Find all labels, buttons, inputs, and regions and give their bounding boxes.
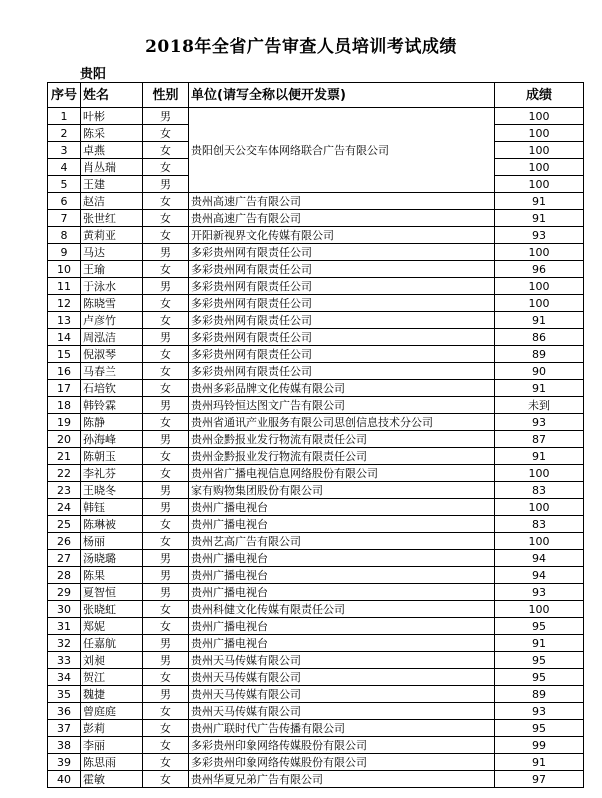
row-score: 91 xyxy=(495,210,584,227)
row-index: 2 xyxy=(48,125,81,142)
row-unit: 贵州广联时代广告传播有限公司 xyxy=(189,720,495,737)
row-score: 100 xyxy=(495,601,584,618)
row-gender: 男 xyxy=(143,431,189,448)
table-row xyxy=(48,414,584,431)
row-unit: 贵州省广播电视信息网络股份有限公司 xyxy=(189,465,495,482)
row-index: 24 xyxy=(48,499,81,516)
row-gender: 女 xyxy=(143,414,189,431)
row-name: 陈果 xyxy=(81,567,143,584)
row-score: 95 xyxy=(495,618,584,635)
row-unit: 多彩贵州网有限责任公司 xyxy=(189,363,495,380)
table-row xyxy=(48,431,584,448)
row-unit: 多彩贵州印象网络传媒股份有限公司 xyxy=(189,754,495,771)
row-unit: 多彩贵州网有限责任公司 xyxy=(189,312,495,329)
row-unit: 多彩贵州网有限责任公司 xyxy=(189,244,495,261)
row-gender: 女 xyxy=(143,193,189,210)
row-score: 未到 xyxy=(495,397,584,414)
row-unit: 贵州金黔报业发行物流有限责任公司 xyxy=(189,431,495,448)
row-name: 孙海峰 xyxy=(81,431,143,448)
table-row xyxy=(48,278,584,295)
row-unit: 贵州天马传媒有限公司 xyxy=(189,669,495,686)
row-score: 87 xyxy=(495,431,584,448)
row-score: 91 xyxy=(495,193,584,210)
row-unit: 多彩贵州网有限责任公司 xyxy=(189,261,495,278)
row-name: 韩铃霖 xyxy=(81,397,143,414)
row-index: 40 xyxy=(48,771,81,788)
row-gender: 男 xyxy=(143,652,189,669)
row-name: 石培钦 xyxy=(81,380,143,397)
table-row xyxy=(48,448,584,465)
row-index: 36 xyxy=(48,703,81,720)
row-gender: 男 xyxy=(143,567,189,584)
table-row xyxy=(48,686,584,703)
row-score: 91 xyxy=(495,448,584,465)
row-name: 陈朝玉 xyxy=(81,448,143,465)
page-title: 2018年全省广告审查人员培训考试成绩 xyxy=(145,37,457,57)
row-unit: 开阳新视界文化传媒有限公司 xyxy=(189,227,495,244)
row-gender: 女 xyxy=(143,295,189,312)
table-row xyxy=(48,737,584,754)
row-name: 陈静 xyxy=(81,414,143,431)
row-gender: 女 xyxy=(143,771,189,788)
row-name: 马春兰 xyxy=(81,363,143,380)
row-unit: 家有购物集团股份有限公司 xyxy=(189,482,495,499)
row-name: 刘昶 xyxy=(81,652,143,669)
row-index: 14 xyxy=(48,329,81,346)
row-unit: 贵州艺高广告有限公司 xyxy=(189,533,495,550)
table-row xyxy=(48,465,584,482)
row-unit: 贵州广播电视台 xyxy=(189,584,495,601)
row-name: 任嘉航 xyxy=(81,635,143,652)
row-index: 5 xyxy=(48,176,81,193)
row-index: 4 xyxy=(48,159,81,176)
row-unit: 贵州广播电视台 xyxy=(189,567,495,584)
row-unit: 贵州广播电视台 xyxy=(189,499,495,516)
row-index: 7 xyxy=(48,210,81,227)
table-row xyxy=(48,533,584,550)
row-index: 6 xyxy=(48,193,81,210)
row-gender: 男 xyxy=(143,278,189,295)
row-score: 91 xyxy=(495,312,584,329)
row-gender: 女 xyxy=(143,516,189,533)
row-score: 83 xyxy=(495,482,584,499)
row-unit: 多彩贵州网有限责任公司 xyxy=(189,329,495,346)
row-name: 汤晓璐 xyxy=(81,550,143,567)
table-row xyxy=(48,108,584,125)
row-gender: 女 xyxy=(143,142,189,159)
row-name: 张世红 xyxy=(81,210,143,227)
header-gender: 性别 xyxy=(143,83,189,108)
row-index: 25 xyxy=(48,516,81,533)
row-name: 曾庭庭 xyxy=(81,703,143,720)
row-gender: 男 xyxy=(143,108,189,125)
row-gender: 男 xyxy=(143,397,189,414)
row-score: 100 xyxy=(495,159,584,176)
row-index: 15 xyxy=(48,346,81,363)
table-header-row xyxy=(48,83,584,108)
row-index: 10 xyxy=(48,261,81,278)
row-gender: 女 xyxy=(143,380,189,397)
table-row xyxy=(48,499,584,516)
row-index: 38 xyxy=(48,737,81,754)
row-gender: 男 xyxy=(143,499,189,516)
region-label: 贵阳 xyxy=(80,67,107,82)
table-row xyxy=(48,380,584,397)
row-score: 89 xyxy=(495,346,584,363)
row-score: 100 xyxy=(495,108,584,125)
row-name: 杨丽 xyxy=(81,533,143,550)
row-gender: 男 xyxy=(143,550,189,567)
table-row xyxy=(48,669,584,686)
table-row xyxy=(48,601,584,618)
row-unit: 贵州广播电视台 xyxy=(189,635,495,652)
row-name: 王瑜 xyxy=(81,261,143,278)
row-index: 28 xyxy=(48,567,81,584)
table-row xyxy=(48,516,584,533)
row-score: 100 xyxy=(495,176,584,193)
row-index: 3 xyxy=(48,142,81,159)
row-gender: 男 xyxy=(143,176,189,193)
row-index: 16 xyxy=(48,363,81,380)
row-gender: 男 xyxy=(143,482,189,499)
row-name: 周泓洁 xyxy=(81,329,143,346)
row-score: 91 xyxy=(495,635,584,652)
row-name: 卢彦竹 xyxy=(81,312,143,329)
row-gender: 女 xyxy=(143,448,189,465)
row-name: 王晓冬 xyxy=(81,482,143,499)
row-gender: 女 xyxy=(143,346,189,363)
table-row xyxy=(48,363,584,380)
row-score: 94 xyxy=(495,567,584,584)
row-unit: 贵州多彩品牌文化传媒有限公司 xyxy=(189,380,495,397)
table-row xyxy=(48,210,584,227)
row-name: 郑妮 xyxy=(81,618,143,635)
row-score: 94 xyxy=(495,550,584,567)
row-name: 陈思雨 xyxy=(81,754,143,771)
row-index: 32 xyxy=(48,635,81,652)
row-index: 17 xyxy=(48,380,81,397)
table-row xyxy=(48,397,584,414)
row-gender: 女 xyxy=(143,703,189,720)
table-row xyxy=(48,312,584,329)
row-index: 33 xyxy=(48,652,81,669)
row-gender: 女 xyxy=(143,601,189,618)
row-score: 91 xyxy=(495,754,584,771)
row-index: 9 xyxy=(48,244,81,261)
row-score: 83 xyxy=(495,516,584,533)
table-row xyxy=(48,584,584,601)
row-unit: 贵州天马传媒有限公司 xyxy=(189,652,495,669)
row-name: 陈采 xyxy=(81,125,143,142)
row-gender: 男 xyxy=(143,329,189,346)
row-index: 8 xyxy=(48,227,81,244)
table-row xyxy=(48,703,584,720)
row-gender: 女 xyxy=(143,465,189,482)
row-name: 韩钰 xyxy=(81,499,143,516)
row-index: 18 xyxy=(48,397,81,414)
row-name: 黄莉亚 xyxy=(81,227,143,244)
table-row xyxy=(48,329,584,346)
row-index: 31 xyxy=(48,618,81,635)
row-score: 93 xyxy=(495,703,584,720)
row-score: 100 xyxy=(495,499,584,516)
table-row xyxy=(48,193,584,210)
table-row xyxy=(48,261,584,278)
row-gender: 男 xyxy=(143,686,189,703)
row-gender: 女 xyxy=(143,227,189,244)
row-gender: 女 xyxy=(143,261,189,278)
row-gender: 女 xyxy=(143,125,189,142)
row-index: 12 xyxy=(48,295,81,312)
row-name: 陈琳被 xyxy=(81,516,143,533)
row-score: 93 xyxy=(495,584,584,601)
row-name: 贺江 xyxy=(81,669,143,686)
table-row xyxy=(48,720,584,737)
table-row xyxy=(48,550,584,567)
table-row xyxy=(48,482,584,499)
row-index: 39 xyxy=(48,754,81,771)
row-index: 11 xyxy=(48,278,81,295)
row-score: 96 xyxy=(495,261,584,278)
table-row xyxy=(48,567,584,584)
row-score: 95 xyxy=(495,669,584,686)
row-gender: 女 xyxy=(143,720,189,737)
row-gender: 女 xyxy=(143,533,189,550)
row-name: 李丽 xyxy=(81,737,143,754)
row-score: 95 xyxy=(495,720,584,737)
row-name: 夏智恒 xyxy=(81,584,143,601)
score-table xyxy=(47,82,584,788)
row-score: 100 xyxy=(495,465,584,482)
row-index: 1 xyxy=(48,108,81,125)
row-index: 23 xyxy=(48,482,81,499)
row-unit: 贵州科健文化传媒有限责任公司 xyxy=(189,601,495,618)
header-unit: 单位(请写全称以便开发票) xyxy=(189,83,495,108)
row-name: 陈晓雪 xyxy=(81,295,143,312)
row-score: 90 xyxy=(495,363,584,380)
row-gender: 男 xyxy=(143,584,189,601)
row-score: 100 xyxy=(495,125,584,142)
row-name: 霍敏 xyxy=(81,771,143,788)
row-gender: 女 xyxy=(143,210,189,227)
row-gender: 女 xyxy=(143,618,189,635)
table-row xyxy=(48,295,584,312)
row-index: 35 xyxy=(48,686,81,703)
row-gender: 女 xyxy=(143,312,189,329)
row-name: 马达 xyxy=(81,244,143,261)
row-index: 13 xyxy=(48,312,81,329)
row-name: 王建 xyxy=(81,176,143,193)
row-index: 20 xyxy=(48,431,81,448)
row-index: 34 xyxy=(48,669,81,686)
table-row xyxy=(48,635,584,652)
row-index: 21 xyxy=(48,448,81,465)
row-unit: 贵州玛铃恒达图文广告有限公司 xyxy=(189,397,495,414)
row-unit: 多彩贵州网有限责任公司 xyxy=(189,295,495,312)
row-unit: 多彩贵州网有限责任公司 xyxy=(189,278,495,295)
table-row xyxy=(48,227,584,244)
row-gender: 男 xyxy=(143,244,189,261)
row-name: 卓燕 xyxy=(81,142,143,159)
row-score: 86 xyxy=(495,329,584,346)
row-score: 93 xyxy=(495,227,584,244)
row-score: 100 xyxy=(495,244,584,261)
row-unit: 多彩贵州网有限责任公司 xyxy=(189,346,495,363)
row-gender: 女 xyxy=(143,754,189,771)
row-score: 99 xyxy=(495,737,584,754)
row-index: 30 xyxy=(48,601,81,618)
row-index: 29 xyxy=(48,584,81,601)
table-row xyxy=(48,244,584,261)
row-unit: 贵州广播电视台 xyxy=(189,516,495,533)
row-name: 叶彬 xyxy=(81,108,143,125)
row-score: 97 xyxy=(495,771,584,788)
row-unit: 贵州广播电视台 xyxy=(189,618,495,635)
row-gender: 女 xyxy=(143,159,189,176)
header-score: 成绩 xyxy=(495,83,584,108)
row-unit: 贵州天马传媒有限公司 xyxy=(189,686,495,703)
row-unit: 贵州广播电视台 xyxy=(189,550,495,567)
row-name: 肖丛瑞 xyxy=(81,159,143,176)
row-unit: 贵州华夏兄弟广告有限公司 xyxy=(189,771,495,788)
row-score: 95 xyxy=(495,652,584,669)
table-row xyxy=(48,346,584,363)
row-name: 赵洁 xyxy=(81,193,143,210)
row-unit: 贵州天马传媒有限公司 xyxy=(189,703,495,720)
row-name: 倪淑琴 xyxy=(81,346,143,363)
row-unit: 贵州金黔报业发行物流有限责任公司 xyxy=(189,448,495,465)
row-score: 100 xyxy=(495,295,584,312)
row-gender: 女 xyxy=(143,363,189,380)
table-body xyxy=(48,108,584,788)
row-name: 于泳水 xyxy=(81,278,143,295)
row-unit: 多彩贵州印象网络传媒股份有限公司 xyxy=(189,737,495,754)
row-score: 100 xyxy=(495,142,584,159)
row-gender: 女 xyxy=(143,737,189,754)
row-score: 89 xyxy=(495,686,584,703)
row-score: 91 xyxy=(495,380,584,397)
row-unit: 贵州高速广告有限公司 xyxy=(189,210,495,227)
row-score: 100 xyxy=(495,533,584,550)
row-score: 93 xyxy=(495,414,584,431)
row-index: 19 xyxy=(48,414,81,431)
row-name: 彭莉 xyxy=(81,720,143,737)
row-unit-merged: 贵阳创天公交车体网络联合广告有限公司 xyxy=(189,108,495,193)
row-index: 22 xyxy=(48,465,81,482)
row-score: 100 xyxy=(495,278,584,295)
row-unit: 贵州省通讯产业服务有限公司思创信息技术分公司 xyxy=(189,414,495,431)
table-row xyxy=(48,754,584,771)
row-name: 李礼芬 xyxy=(81,465,143,482)
header-name: 姓名 xyxy=(81,83,143,108)
header-index: 序号 xyxy=(48,83,81,108)
table-row xyxy=(48,618,584,635)
row-name: 张晓虹 xyxy=(81,601,143,618)
row-index: 27 xyxy=(48,550,81,567)
row-gender: 女 xyxy=(143,669,189,686)
row-index: 26 xyxy=(48,533,81,550)
row-gender: 男 xyxy=(143,635,189,652)
row-unit: 贵州高速广告有限公司 xyxy=(189,193,495,210)
row-name: 魏捷 xyxy=(81,686,143,703)
row-index: 37 xyxy=(48,720,81,737)
table-row xyxy=(48,652,584,669)
table-row xyxy=(48,771,584,788)
